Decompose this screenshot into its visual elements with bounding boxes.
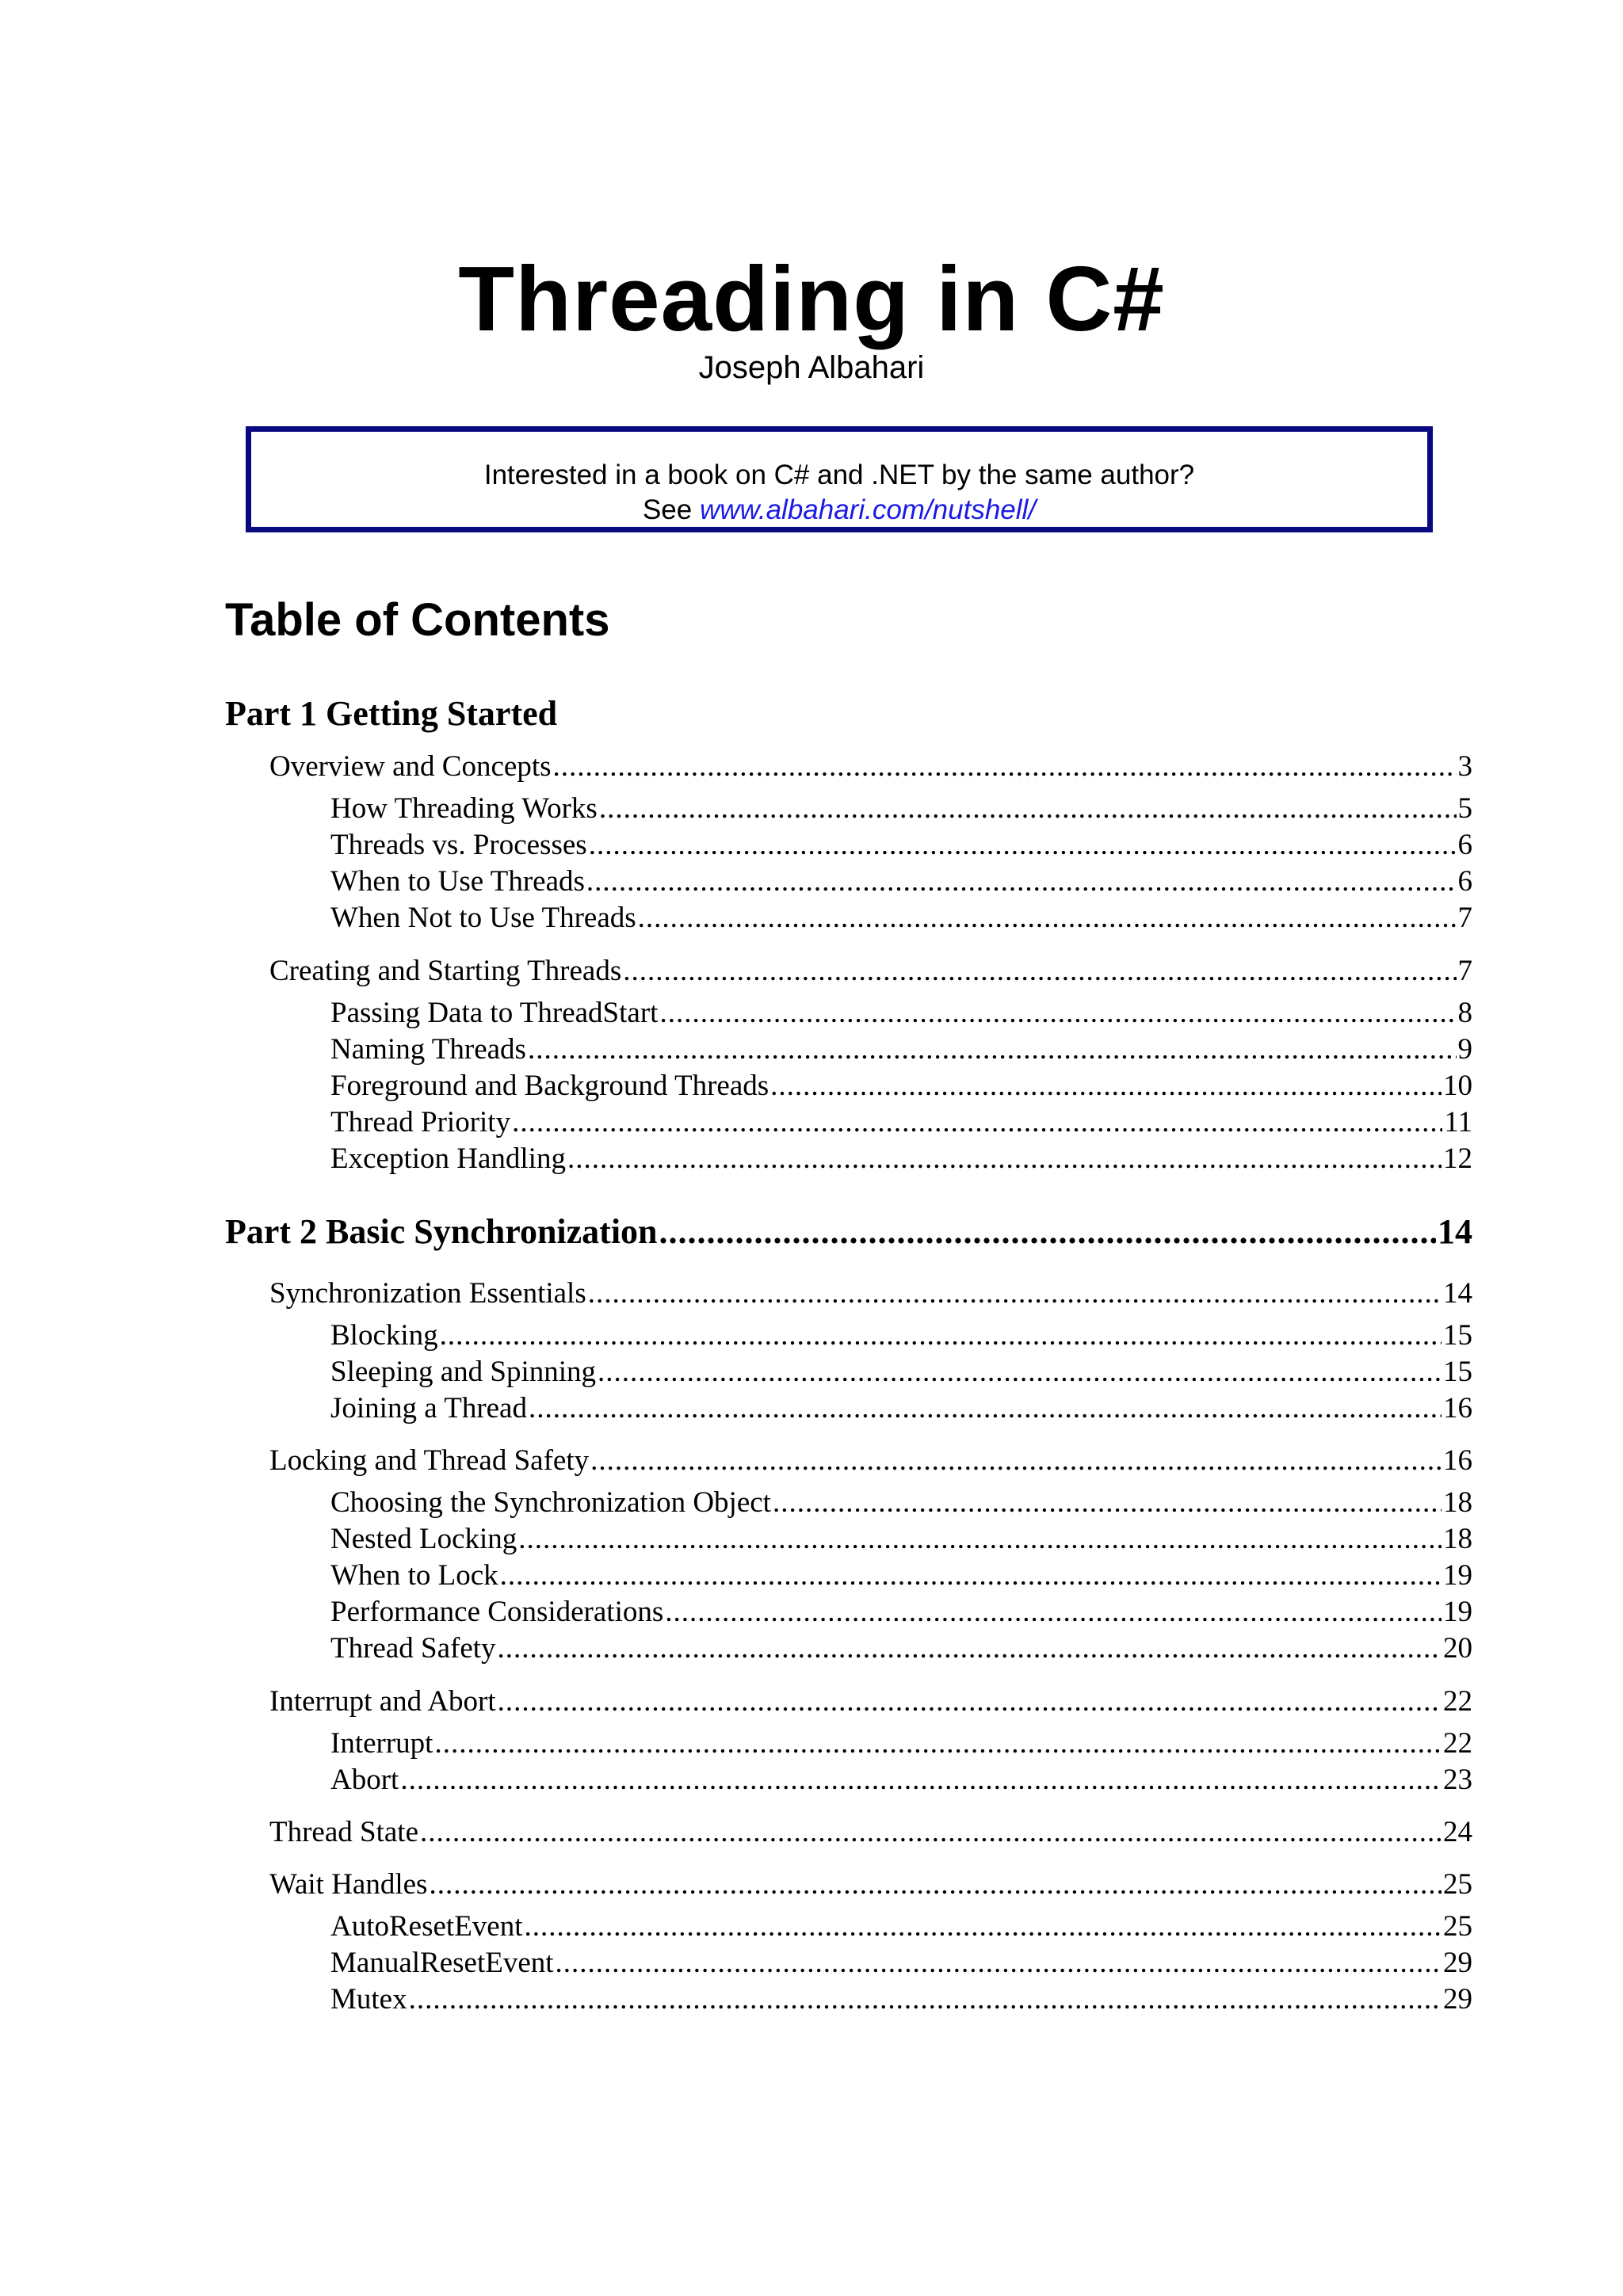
toc-leader-dots bbox=[665, 1595, 1442, 1630]
toc-entry-page: 8 bbox=[1457, 997, 1472, 1029]
toc-entry-page: 23 bbox=[1443, 1764, 1472, 1796]
toc-leader-dots bbox=[525, 1909, 1442, 1944]
toc-entry-label: Thread State bbox=[269, 1816, 418, 1848]
toc-entry-page: 25 bbox=[1443, 1868, 1472, 1901]
toc-entry-label: Passing Data to ThreadStart bbox=[330, 997, 659, 1029]
toc-leader-dots bbox=[529, 1391, 1442, 1426]
toc-entry[interactable] bbox=[330, 1763, 1472, 1798]
toc-entry-label: Threads vs. Processes bbox=[330, 829, 587, 861]
toc-entry-page: 15 bbox=[1443, 1356, 1472, 1388]
toc-entry-page: 18 bbox=[1443, 1523, 1472, 1555]
toc-entry-label: Interrupt and Abort bbox=[269, 1685, 496, 1718]
toc-leader-dots bbox=[518, 1522, 1442, 1557]
toc-entry-label: Interrupt bbox=[330, 1727, 433, 1760]
toc-part-label: Part 2 Basic Synchronization bbox=[225, 1212, 658, 1251]
promo-link[interactable]: www.albahari.com/nutshell/ bbox=[699, 494, 1037, 525]
toc-entry-page: 6 bbox=[1457, 829, 1472, 861]
toc-leader-dots bbox=[623, 954, 1456, 989]
toc-entry[interactable] bbox=[269, 1276, 1472, 1311]
toc-entry-label: Performance Considerations bbox=[330, 1596, 664, 1628]
toc-entry-label: AutoResetEvent bbox=[330, 1910, 523, 1943]
toc-entry-page: 11 bbox=[1444, 1106, 1472, 1138]
toc-entry-page: 16 bbox=[1443, 1444, 1472, 1477]
toc-entry[interactable] bbox=[330, 1069, 1472, 1104]
toc-entry[interactable] bbox=[330, 996, 1472, 1031]
toc-entry-page: 7 bbox=[1457, 902, 1472, 934]
toc-entry-label: When to Use Threads bbox=[330, 865, 585, 898]
toc-entry-label: Exception Handling bbox=[330, 1142, 566, 1175]
toc-entry[interactable] bbox=[330, 1522, 1472, 1557]
toc-entry[interactable] bbox=[330, 828, 1472, 863]
toc-leader-dots bbox=[553, 749, 1457, 784]
toc-leader-dots bbox=[434, 1726, 1442, 1761]
toc-entry[interactable] bbox=[330, 791, 1472, 826]
toc-entry-page: 10 bbox=[1443, 1070, 1472, 1102]
toc-leader-dots bbox=[773, 1486, 1442, 1520]
toc-entry-label: Foreground and Background Threads bbox=[330, 1070, 769, 1102]
toc-entry[interactable] bbox=[330, 1595, 1472, 1630]
toc-entry-page: 22 bbox=[1443, 1685, 1472, 1718]
document-author: Joseph Albahari bbox=[698, 350, 925, 385]
toc-entry-label: Creating and Starting Threads bbox=[269, 955, 622, 987]
toc-entry[interactable] bbox=[330, 1558, 1472, 1593]
toc-leader-dots bbox=[638, 901, 1457, 936]
promo-see-label: See bbox=[642, 494, 700, 525]
toc-leader-dots bbox=[512, 1105, 1442, 1140]
toc-entry-page: 22 bbox=[1443, 1727, 1472, 1760]
toc-entry-label: Naming Threads bbox=[330, 1033, 526, 1066]
toc-entry-label: ManualResetEvent bbox=[330, 1947, 554, 1979]
toc-entry-label: Locking and Thread Safety bbox=[269, 1444, 590, 1477]
toc-leader-dots bbox=[420, 1815, 1442, 1850]
toc-entry-page: 9 bbox=[1457, 1033, 1472, 1066]
toc-entry[interactable] bbox=[330, 1391, 1472, 1426]
toc-leader-dots bbox=[599, 791, 1457, 826]
toc-heading: Table of Contents bbox=[225, 594, 610, 646]
toc-leader-dots bbox=[598, 1355, 1442, 1390]
toc-entry-label: Joining a Thread bbox=[330, 1392, 527, 1425]
toc-entry[interactable] bbox=[330, 1486, 1472, 1520]
toc-entry-page: 18 bbox=[1443, 1486, 1472, 1519]
toc-entry-page: 19 bbox=[1443, 1559, 1472, 1592]
toc-part-1[interactable]: Part 1 Getting Started bbox=[225, 694, 558, 733]
toc-entry[interactable] bbox=[330, 1909, 1472, 1944]
toc-leader-dots bbox=[589, 828, 1457, 863]
toc-entry-label: Abort bbox=[330, 1764, 399, 1796]
toc-entry-label: Overview and Concepts bbox=[269, 750, 552, 783]
toc-entry[interactable] bbox=[269, 1684, 1472, 1719]
toc-entry-page: 6 bbox=[1457, 865, 1472, 898]
toc-leader-dots bbox=[429, 1867, 1442, 1902]
toc-entry[interactable] bbox=[330, 1105, 1472, 1140]
toc-leader-dots bbox=[659, 1211, 1436, 1253]
toc-entry-label: Blocking bbox=[330, 1319, 438, 1352]
toc-entry-page: 14 bbox=[1443, 1277, 1472, 1310]
toc-entry[interactable] bbox=[330, 1318, 1472, 1353]
toc-entry-page: 12 bbox=[1443, 1142, 1472, 1175]
toc-entry[interactable] bbox=[330, 1982, 1472, 2017]
toc-leader-dots bbox=[400, 1763, 1442, 1798]
toc-leader-dots bbox=[659, 996, 1456, 1031]
promo-text: Interested in a book on C# and .NET by the same author? bbox=[483, 460, 1195, 490]
toc-part-2[interactable] bbox=[225, 1211, 1472, 1253]
toc-entry-label: How Threading Works bbox=[330, 792, 598, 825]
toc-entry-page: 15 bbox=[1443, 1319, 1472, 1352]
toc-leader-dots bbox=[586, 864, 1457, 899]
toc-leader-dots bbox=[588, 1276, 1442, 1311]
toc-entry[interactable] bbox=[330, 1946, 1472, 1981]
toc-entry-label: Thread Safety bbox=[330, 1632, 496, 1665]
document-title: Threading in C# bbox=[458, 247, 1165, 350]
toc-entry[interactable] bbox=[330, 1142, 1472, 1177]
toc-leader-dots bbox=[409, 1982, 1442, 2017]
toc-leader-dots bbox=[556, 1946, 1442, 1981]
toc-leader-dots bbox=[498, 1684, 1442, 1719]
toc-entry[interactable] bbox=[269, 1815, 1472, 1850]
toc-entry-label: Nested Locking bbox=[330, 1523, 517, 1555]
toc-entry-label: Synchronization Essentials bbox=[269, 1277, 586, 1310]
toc-leader-dots bbox=[440, 1318, 1442, 1353]
toc-leader-dots bbox=[590, 1444, 1442, 1478]
toc-entry-page: 29 bbox=[1443, 1947, 1472, 1979]
toc-entry-page: 19 bbox=[1443, 1596, 1472, 1628]
toc-entry-page: 24 bbox=[1443, 1816, 1472, 1848]
toc-entry-label: Wait Handles bbox=[269, 1868, 428, 1901]
toc-entry-page: 25 bbox=[1443, 1910, 1472, 1943]
toc-part-page: 14 bbox=[1438, 1212, 1472, 1251]
toc-entry-label: Mutex bbox=[330, 1983, 407, 2016]
toc-entry[interactable] bbox=[330, 1355, 1472, 1390]
toc-entry-page: 20 bbox=[1443, 1632, 1472, 1665]
toc-entry[interactable] bbox=[330, 901, 1472, 936]
toc-entry-label: Sleeping and Spinning bbox=[330, 1356, 597, 1388]
toc-leader-dots bbox=[770, 1069, 1442, 1104]
toc-entry[interactable] bbox=[269, 954, 1472, 989]
toc-entry[interactable] bbox=[269, 1444, 1472, 1478]
toc-entry-label: Choosing the Synchronization Object bbox=[330, 1486, 771, 1519]
toc-entry[interactable] bbox=[330, 1726, 1472, 1761]
toc-entry-page: 7 bbox=[1457, 955, 1472, 987]
toc-entry-page: 16 bbox=[1443, 1392, 1472, 1425]
toc-leader-dots bbox=[500, 1558, 1442, 1593]
toc-entry-page: 29 bbox=[1443, 1983, 1472, 2016]
toc-entry[interactable] bbox=[330, 864, 1472, 899]
toc-entry-label: When Not to Use Threads bbox=[330, 902, 636, 934]
toc-leader-dots bbox=[567, 1142, 1442, 1177]
toc-entry-label: Thread Priority bbox=[330, 1106, 511, 1138]
toc-entry[interactable] bbox=[330, 1032, 1472, 1067]
toc-entry[interactable] bbox=[269, 749, 1472, 784]
toc-leader-dots bbox=[528, 1032, 1457, 1067]
toc-entry-page: 5 bbox=[1457, 792, 1472, 825]
toc-entry-page: 3 bbox=[1457, 750, 1472, 783]
toc-entry[interactable] bbox=[269, 1867, 1472, 1902]
toc-entry[interactable] bbox=[330, 1631, 1472, 1666]
toc-leader-dots bbox=[498, 1631, 1442, 1666]
toc-entry-label: When to Lock bbox=[330, 1559, 498, 1592]
